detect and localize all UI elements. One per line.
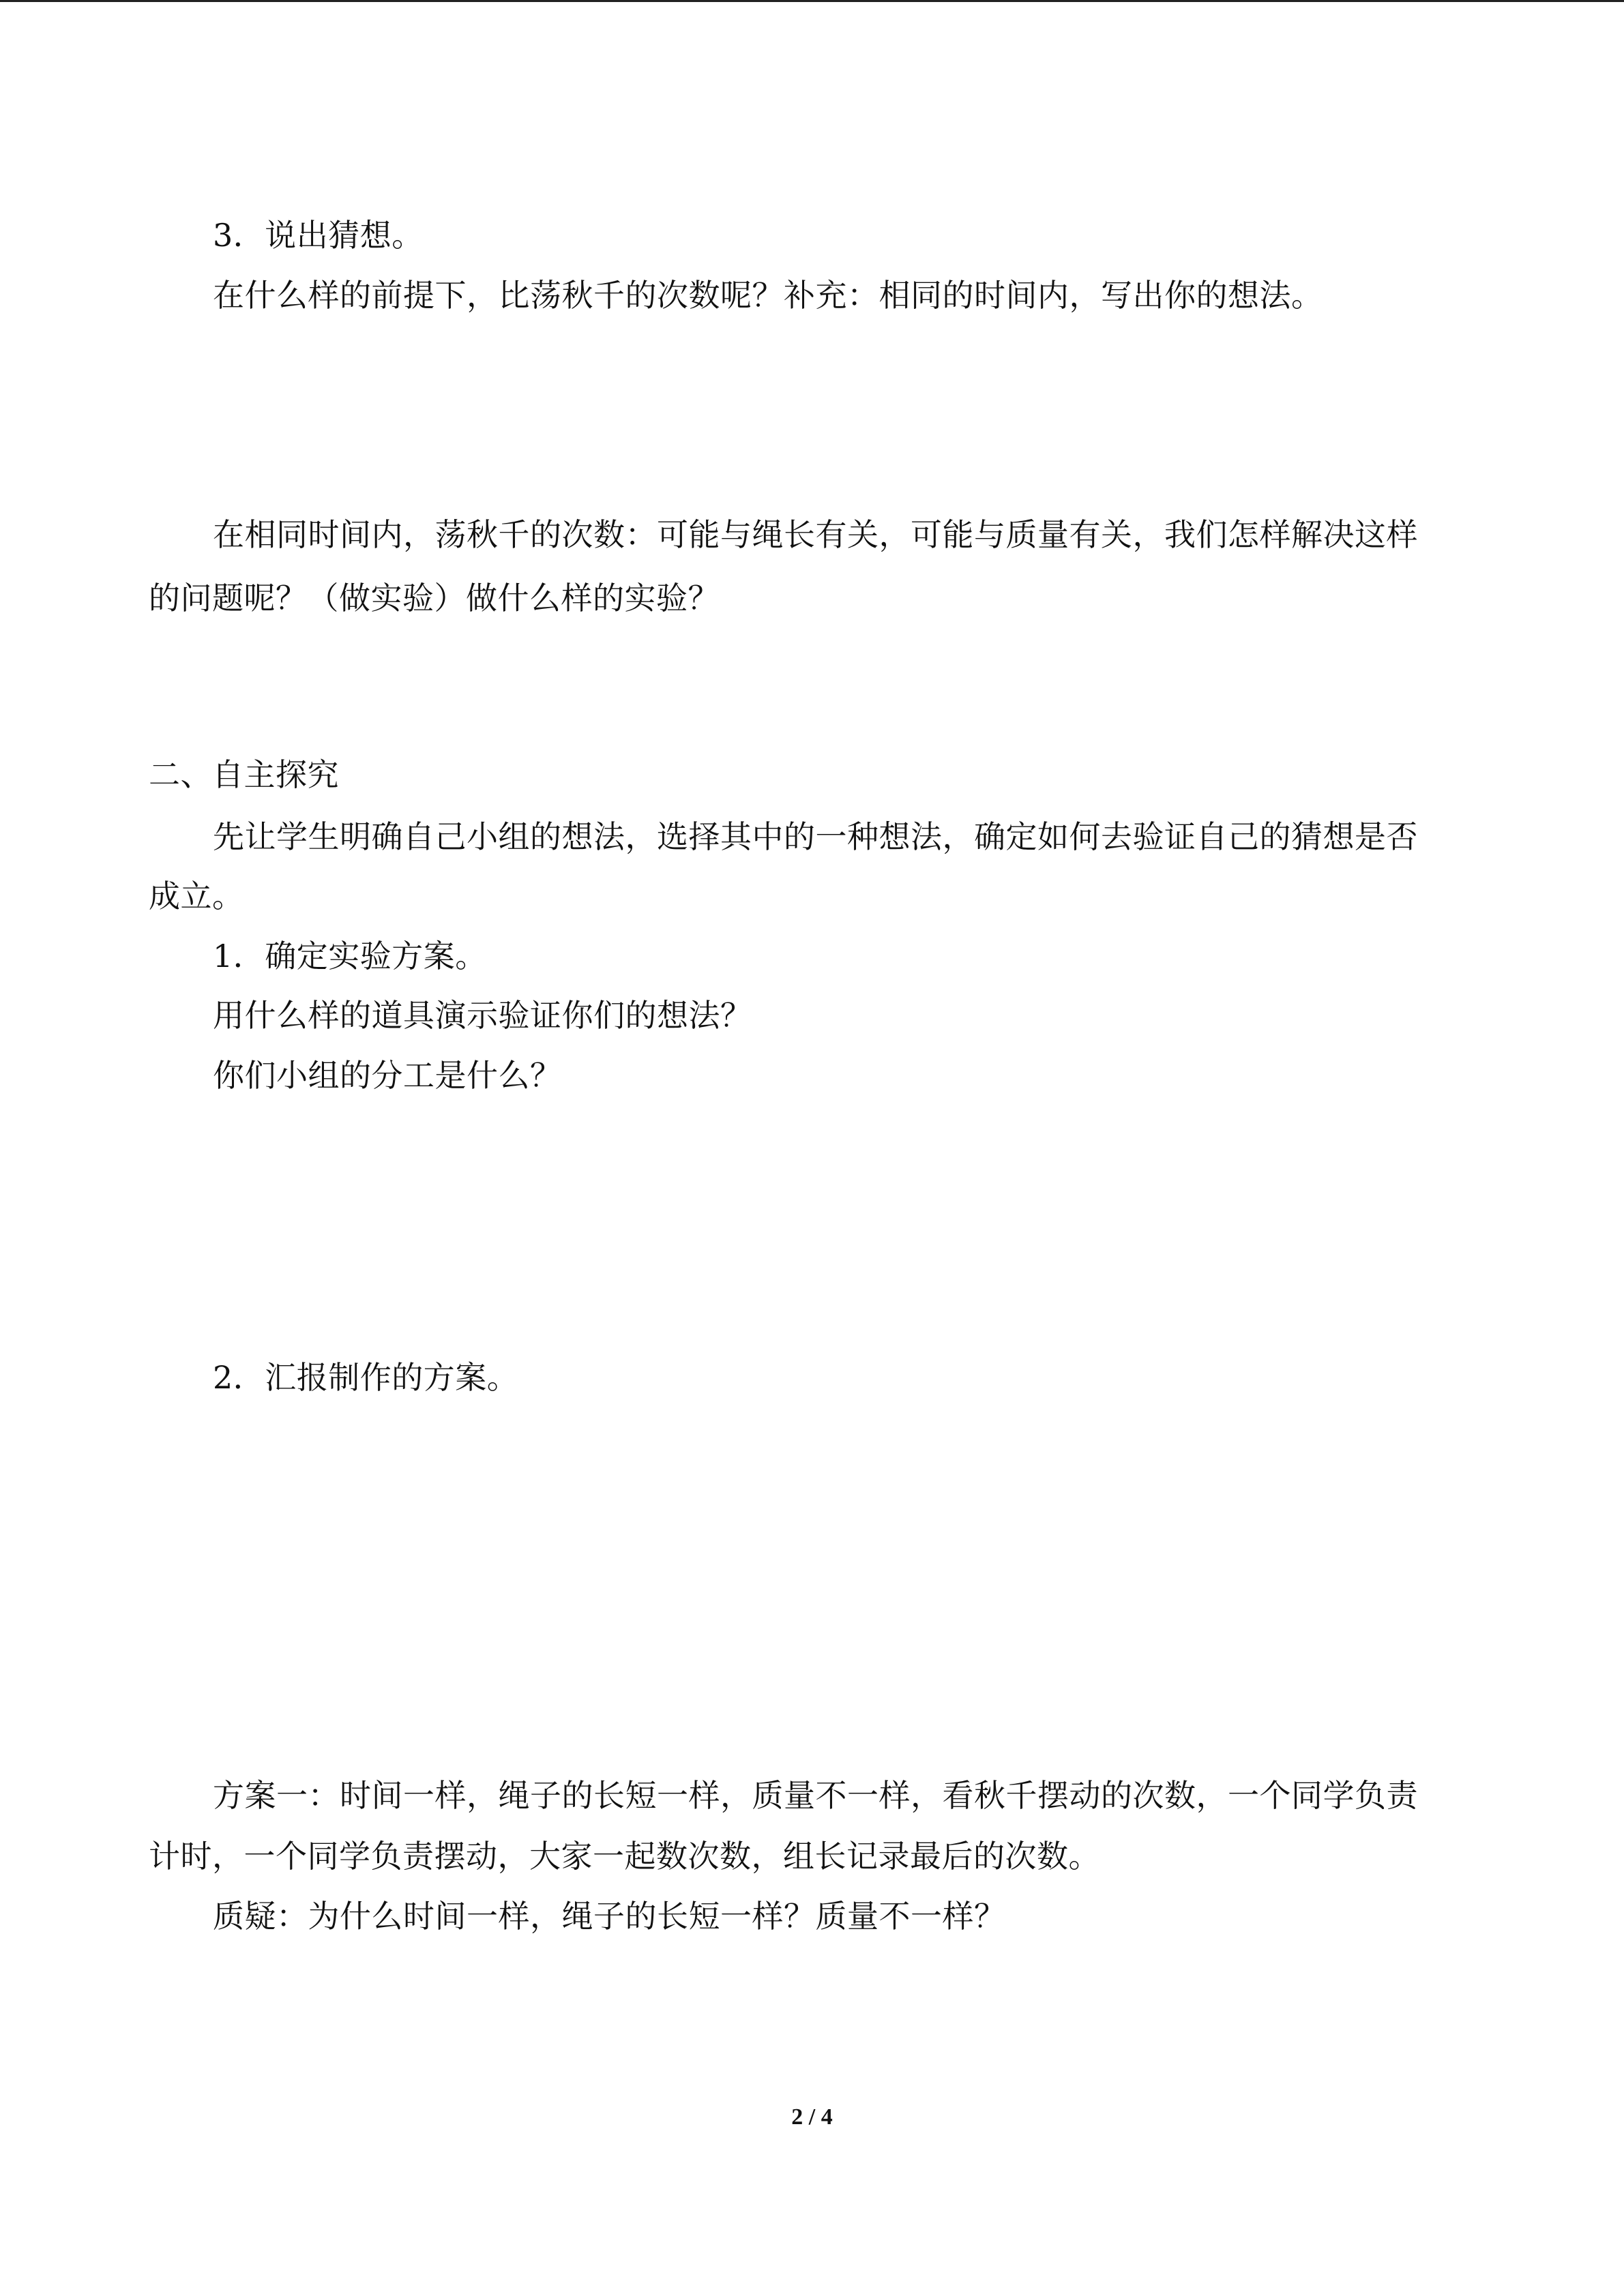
guess-question-text: 在什么样的前提下，比荡秋千的次数呢？补充：相同的时间内，写出你的想法。 — [213, 277, 1323, 314]
division-question-text: 你们小组的分工是什么？ — [213, 1057, 562, 1094]
page-number: 2 / 4 — [791, 2104, 833, 2130]
plan-one-line-2: 计时，一个同学负责摆动，大家一起数次数，组长记录最后的次数。 — [149, 1838, 1100, 1875]
section-two-intro-line-2: 成立。 — [149, 878, 244, 914]
page-top-border — [0, 0, 1624, 2]
guess-heading: 3．说出猜想。 — [213, 217, 424, 254]
question-text: 质疑：为什么时间一样，绳子的长短一样？质量不一样？ — [213, 1898, 1006, 1935]
step-two-heading: 2．汇报制作的方案。 — [213, 1359, 519, 1396]
plan-one-line-1: 方案一：时间一样，绳子的长短一样，质量不一样，看秋千摆动的次数，一个同学负责 — [213, 1777, 1418, 1814]
guess-answer-line-1: 在相同时间内，荡秋千的次数：可能与绳长有关，可能与质量有关，我们怎样解决这样 — [213, 516, 1418, 553]
step-one-heading: 1．确定实验方案。 — [213, 938, 487, 974]
section-two-intro-line-1: 先让学生明确自己小组的想法，选择其中的一种想法，确定如何去验证自己的猜想是否 — [213, 818, 1418, 855]
guess-answer-line-2: 的问题呢？（做实验）做什么样的实验？ — [149, 580, 720, 616]
section-two-heading: 二、自主探究 — [149, 756, 339, 793]
props-question-text: 用什么样的道具演示验证你们的想法？ — [213, 997, 752, 1034]
